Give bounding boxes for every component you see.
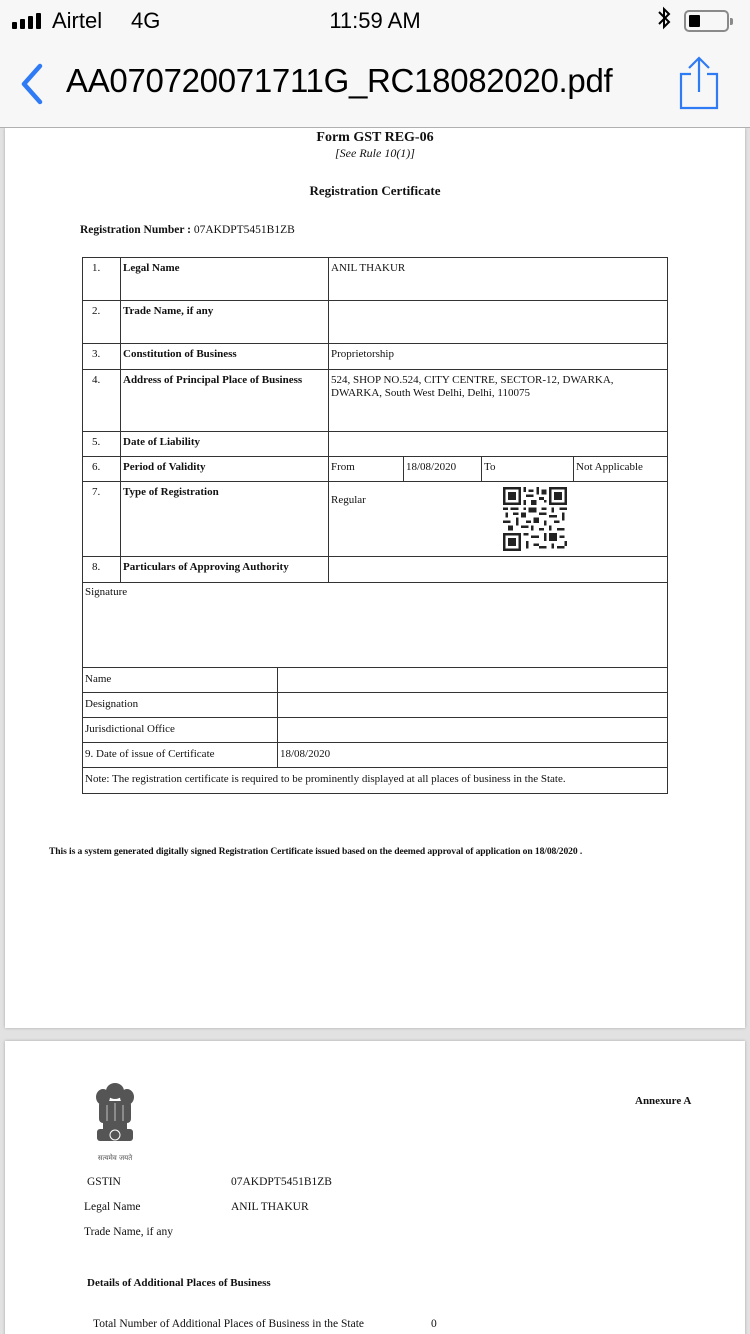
table-row [83, 557, 667, 582]
gstin-label: GSTIN [87, 1176, 121, 1188]
row-number: 3. [83, 344, 121, 369]
share-icon [676, 56, 722, 112]
annexure-title: Annexure A [635, 1095, 692, 1107]
row-value: Proprietorship [331, 348, 394, 360]
registration-number [80, 224, 295, 236]
row-value [278, 668, 667, 692]
share-button[interactable] [676, 56, 722, 112]
row-value [278, 718, 667, 742]
row-label: Name [83, 668, 278, 692]
rule-reference: [See Rule 10(1)] [335, 146, 415, 160]
row-label: Jurisdictional Office [83, 718, 278, 742]
row-value [329, 557, 667, 582]
table-row [83, 432, 667, 457]
row-value: 524, SHOP NO.524, CITY CENTRE, SECTOR-12, DWARKA, DWARKA, South West Delhi, Delhi, 110075 [331, 374, 614, 399]
table-row [83, 482, 667, 557]
row-value [329, 301, 667, 343]
table-row [83, 370, 667, 432]
row-number: 8. [83, 557, 121, 582]
row-number: 5. [83, 432, 121, 456]
status-bar [0, 0, 750, 40]
pdf-page-2[interactable] [5, 1041, 745, 1334]
gstin-value: 07AKDPT5451B1ZB [231, 1176, 332, 1188]
table-row [83, 718, 667, 743]
national-emblem-icon [89, 1081, 141, 1161]
row-label: Designation [83, 693, 278, 717]
display-note: Note: The registration certificate is required to be prominently displayed at all places of business in the State. [85, 773, 566, 785]
form-title: Form GST REG-06 [316, 130, 434, 145]
clock: 11:59 AM [329, 8, 421, 33]
row-label: Legal Name [121, 258, 329, 300]
bluetooth-icon [656, 5, 672, 38]
row-label: Trade Name, if any [121, 301, 329, 343]
emblem-caption: सत्यमेव जयते [97, 1154, 133, 1162]
digital-signature-note: This is a system generated digitally signed Registration Certificate issued based on the deemed approval of application on 18/08/2020 . [49, 846, 583, 857]
pdf-page-1[interactable] [5, 128, 745, 1028]
carrier-name: Airtel [52, 8, 103, 33]
validity-from-label: From [329, 457, 404, 481]
row-label: 9. Date of issue of Certificate [83, 743, 278, 767]
row-value [329, 482, 667, 556]
validity-to-label: To [482, 457, 574, 481]
table-row [83, 258, 667, 301]
certificate-table [82, 257, 668, 583]
network-type: 4G [131, 8, 161, 33]
legal-name-value: ANIL THAKUR [231, 1201, 309, 1213]
chevron-left-icon [16, 62, 46, 106]
row-label: Date of Liability [121, 432, 329, 456]
registration-type: Regular [331, 494, 366, 506]
row-label: Constitution of Business [121, 344, 329, 369]
back-button[interactable] [16, 62, 46, 106]
document-title: AA070720071711G_RC18082020.pdf [66, 62, 613, 99]
row-value: ANIL THAKUR [331, 262, 406, 274]
certificate-title: Registration Certificate [309, 183, 441, 198]
validity-to-date: Not Applicable [576, 461, 643, 473]
row-label: Type of Registration [121, 482, 329, 556]
qr-code-icon [503, 487, 567, 551]
row-number: 2. [83, 301, 121, 343]
row-number: 6. [83, 457, 121, 481]
legal-name-label: Legal Name [84, 1201, 141, 1213]
row-label: Address of Principal Place of Business [121, 370, 329, 431]
table-row [83, 344, 667, 370]
registration-number-value: 07AKDPT5451B1ZB [193, 224, 295, 236]
total-additional-places-label: Total Number of Additional Places of Business in the State [93, 1318, 365, 1330]
table-row [83, 693, 667, 718]
table-row [83, 743, 667, 768]
additional-places-heading: Details of Additional Places of Business [87, 1277, 271, 1289]
row-label: Period of Validity [121, 457, 329, 481]
registration-number-label: Registration Number : [80, 224, 191, 236]
trade-name-label: Trade Name, if any [84, 1226, 173, 1238]
table-row [83, 457, 667, 482]
row-value [329, 457, 667, 481]
signature-field: Signature [83, 581, 667, 668]
row-number: 4. [83, 370, 121, 431]
row-value [278, 693, 667, 717]
authority-table [82, 581, 668, 794]
total-additional-places-value: 0 [431, 1318, 437, 1330]
row-value: 18/08/2020 [280, 748, 331, 760]
table-row [83, 301, 667, 344]
nav-bar [0, 40, 750, 128]
row-value [329, 432, 667, 456]
row-label: Particulars of Approving Authority [121, 557, 329, 582]
row-number: 7. [83, 482, 121, 556]
table-row [83, 668, 667, 693]
battery-icon [684, 10, 729, 32]
row-number: 1. [83, 258, 121, 300]
validity-from-date: 18/08/2020 [404, 457, 482, 481]
